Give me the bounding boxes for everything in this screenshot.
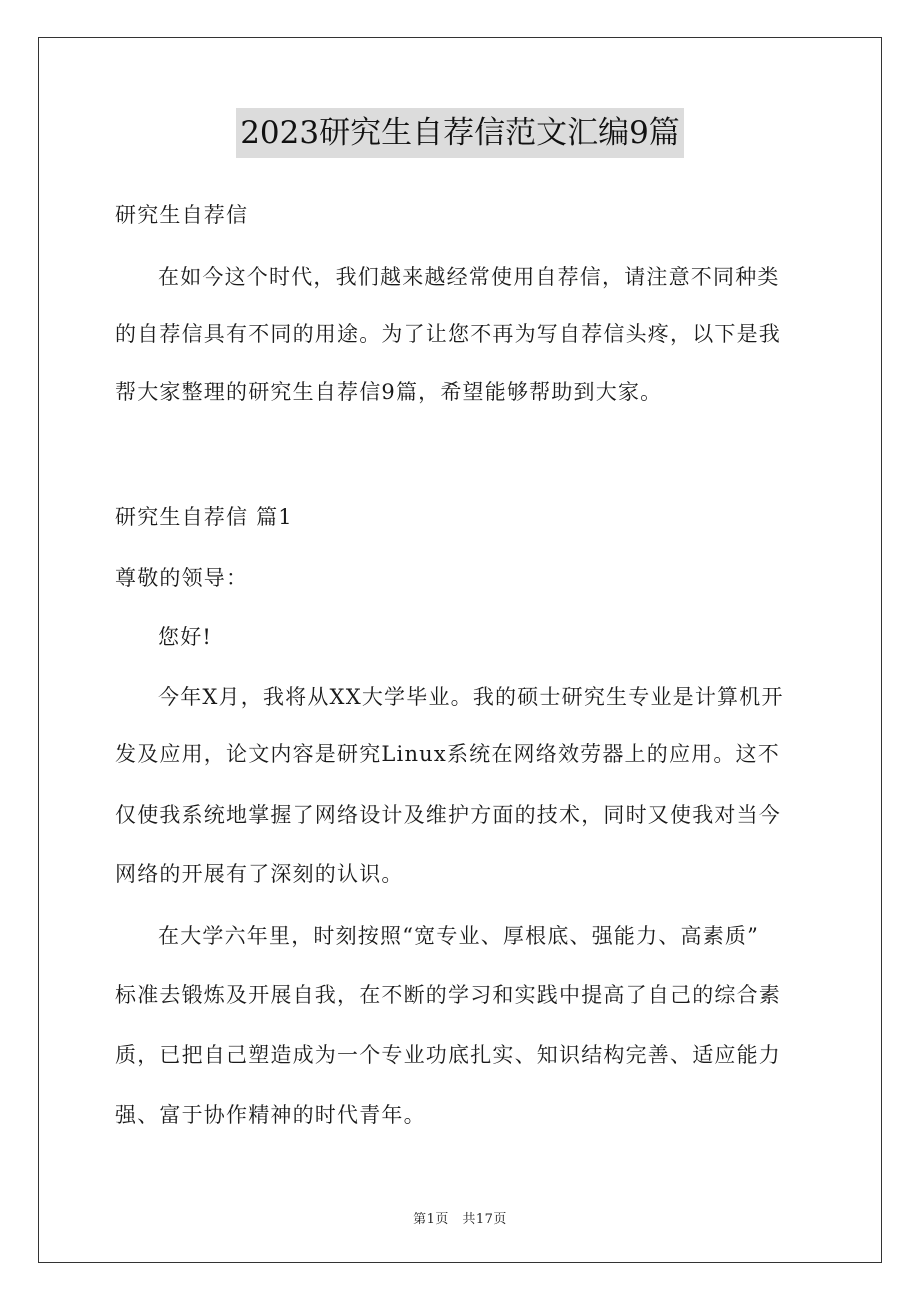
title-container bbox=[0, 108, 920, 158]
greeting: 您好! bbox=[158, 625, 213, 649]
body-paragraph-line: 发及应用，论文内容是研究Linux系统在网络效劳器上的应用。这不 bbox=[115, 742, 780, 766]
intro-paragraph-line: 的自荐信具有不同的用途。为了让您不再为写自荐信头疼，以下是我 bbox=[115, 322, 781, 346]
body-paragraph-line: 强、富于协作精神的时代青年。 bbox=[115, 1103, 426, 1127]
document-title: 2023研究生自荐信范文汇编9篇 bbox=[236, 108, 684, 158]
body-paragraph-line: 在大学六年里，时刻按照“宽专业、厚根底、强能力、高素质” bbox=[158, 924, 760, 948]
body-paragraph-line: 网络的开展有了深刻的认识。 bbox=[115, 862, 404, 886]
page-footer: 第1页 共17页 bbox=[413, 1212, 507, 1227]
section-heading: 研究生自荐信 bbox=[115, 203, 249, 227]
body-paragraph-line: 仅使我系统地掌握了网络设计及维护方面的技术，同时又使我对当今 bbox=[115, 803, 781, 827]
intro-paragraph-line: 帮大家整理的研究生自荐信9篇，希望能够帮助到大家。 bbox=[115, 380, 663, 404]
intro-paragraph-line: 在如今这个时代，我们越来越经常使用自荐信，请注意不同种类 bbox=[158, 265, 780, 289]
letter-heading: 研究生自荐信 篇1 bbox=[115, 505, 293, 529]
salutation: 尊敬的领导： bbox=[115, 566, 249, 590]
body-paragraph-line: 标准去锻炼及开展自我，在不断的学习和实践中提高了自己的综合素 bbox=[115, 983, 781, 1007]
body-paragraph-line: 质，已把自己塑造成为一个专业功底扎实、知识结构完善、适应能力 bbox=[115, 1043, 781, 1067]
body-paragraph-line: 今年X月，我将从XX大学毕业。我的硕士研究生专业是计算机开 bbox=[158, 685, 784, 709]
